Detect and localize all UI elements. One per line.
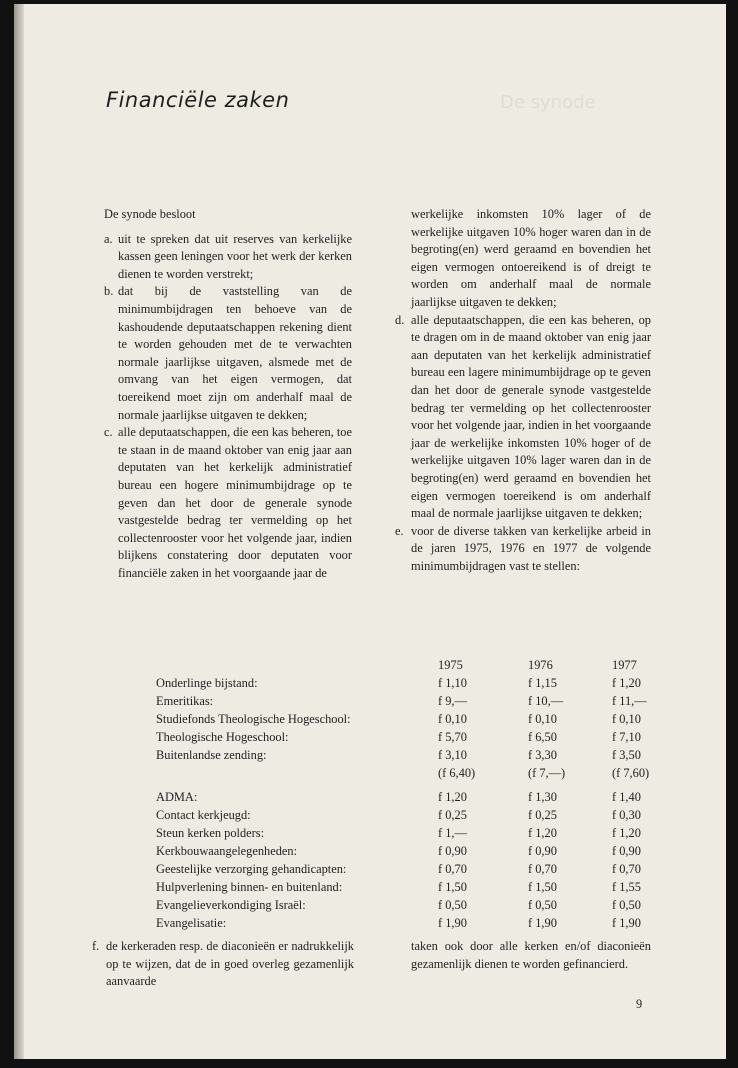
amount-cell: f 7,10 <box>612 730 641 744</box>
page-binding-edge <box>14 4 24 1059</box>
amount-cell: f 0,10 <box>438 712 467 726</box>
table-row <box>156 710 652 728</box>
right-column <box>395 206 651 575</box>
amount-cell: f 0,50 <box>438 898 467 912</box>
row-label: Buitenlandse zending: <box>156 748 267 762</box>
row-label: Evangelieverkondiging Israël: <box>156 898 306 912</box>
item-label: d. <box>395 312 405 327</box>
subtotal-cell: (f 7,—) <box>528 766 566 780</box>
table-row <box>156 806 652 824</box>
page-number: 9 <box>636 997 643 1011</box>
row-label: ADMA: <box>156 790 198 804</box>
amount-cell: f 0,25 <box>528 808 557 822</box>
amount-cell: f 1,10 <box>438 676 467 690</box>
row-label: Hulpverlening binnen- en buitenland: <box>156 880 343 894</box>
amount-cell: f 0,10 <box>612 712 641 726</box>
subtotal-row <box>156 764 652 782</box>
item-f-continuation: taken ook door alle kerken en/of diaconieën gezamenlijk dienen te worden gefinancierd. <box>411 939 651 971</box>
amount-cell: f 1,— <box>438 826 467 840</box>
table-row <box>156 878 652 896</box>
document-page <box>14 4 726 1059</box>
amount-cell: f 3,50 <box>612 748 641 762</box>
amount-cell: f 1,20 <box>612 676 641 690</box>
table-header-row <box>156 656 652 674</box>
row-label: Theologische Hogeschool: <box>156 730 289 744</box>
amount-cell: f 1,90 <box>438 916 467 930</box>
item-f-body <box>92 938 354 991</box>
item-text: de kerkeraden resp. de diaconieën er nadrukkelijk op te wijzen, dat de in goed overleg gezamenlijk aanvaarde <box>106 939 354 989</box>
table-row <box>156 728 652 746</box>
row-label: Contact kerkjeugd: <box>156 808 251 822</box>
amount-cell: f 0,90 <box>438 844 467 858</box>
list-item-d <box>395 312 651 523</box>
amount-cell: f 0,10 <box>528 712 557 726</box>
amount-cell: f 5,70 <box>438 730 467 744</box>
subtotal-cell: (f 6,40) <box>438 766 476 780</box>
amount-cell: f 1,30 <box>528 790 557 804</box>
amount-cell: f 0,25 <box>438 808 467 822</box>
table-row <box>156 746 652 764</box>
row-label: Emeritikas: <box>156 694 214 708</box>
table-row <box>156 914 652 932</box>
list-item-e <box>395 523 651 576</box>
amount-cell: f 1,20 <box>528 826 557 840</box>
row-label: Onderlinge bijstand: <box>156 676 258 690</box>
year-header: 1975 <box>438 658 463 672</box>
amount-cell: f 0,30 <box>612 808 641 822</box>
table-row <box>156 860 652 878</box>
amount-cell: f 1,90 <box>612 916 641 930</box>
year-header: 1976 <box>528 658 553 672</box>
amount-cell: f 6,50 <box>528 730 557 744</box>
amount-cell: f 1,15 <box>528 676 557 690</box>
amount-cell: f 1,20 <box>438 790 467 804</box>
subtotal-cell: (f 7,60) <box>612 766 650 780</box>
item-label: c. <box>104 425 113 440</box>
table-row <box>156 842 652 860</box>
page-title: Financiële zaken <box>106 88 290 112</box>
intro-text: De synode besloot <box>104 207 196 221</box>
year-header: 1977 <box>612 658 637 672</box>
left-column <box>104 206 352 582</box>
table-row <box>156 788 652 806</box>
item-text: uit te spreken dat uit reserves van kerkelijke kassen geen leningen voor het werk der kerken dienen te worden verstrekt; <box>118 231 352 281</box>
row-label: Kerkbouwaangelegenheden: <box>156 844 298 858</box>
amount-cell: f 0,90 <box>528 844 557 858</box>
bleed-through-heading: De synode <box>500 92 596 113</box>
amount-cell: f 1,90 <box>528 916 557 930</box>
amount-cell: f 0,70 <box>438 862 467 876</box>
amount-cell: f 0,90 <box>612 844 641 858</box>
minimum-contributions-table <box>156 656 652 932</box>
item-text: alle deputaatschappen, die een kas beheren, toe te staan in de maand oktober van enig jaar aan deputaten van het kerkelijk administratief bureau een hogere minimumbijdrage op te geven dan het door de generale synode vastgestelde bedrag ter vermelding op het collectenrooster voor het volgende jaar, indien blijkens constatering door deputaten voor financiële zaken in het voorgaande jaar de <box>118 425 352 580</box>
amount-cell: f 9,— <box>438 694 467 708</box>
amount-cell: f 11,— <box>612 694 647 708</box>
amount-cell: f 1,55 <box>612 880 641 894</box>
item-text: voor de diverse takken van kerkelijke arbeid in de jaren 1975, 1976 en 1977 de volgende minimumbijdragen vast te stellen: <box>411 523 651 573</box>
amount-cell: f 3,10 <box>438 748 467 762</box>
row-label: Steun kerken polders: <box>156 826 265 840</box>
amount-cell: f 1,50 <box>438 880 467 894</box>
row-label: Studiefonds Theologische Hogeschool: <box>156 712 351 726</box>
item-text: alle deputaatschappen, die een kas beheren, op te dragen om in de maand oktober van enig jaar aan deputaten van het kerkelijk administratief bureau een lagere minimumbijdrage op te geven dan het door de generale synode vastgestelde bedrag ter vermelding op het collectenrooster voor het volgende jaar, indien in het voorgaande jaar de werkelijke inkomsten 10% hoger of de werkelijke uitgaven 10% lager waren dan in de begroting(en) werd geraamd en bovendien het eigen vermogen toereikend is om anderhalf maal de normale jaarlijkse uitgaven te dekken; <box>411 312 651 521</box>
amount-cell: f 1,20 <box>612 826 641 840</box>
item-label: e. <box>395 523 404 538</box>
amount-cell: f 0,50 <box>612 898 641 912</box>
table-row <box>156 896 652 914</box>
list-item-b <box>104 283 352 424</box>
list-item-a <box>104 231 352 284</box>
table-row <box>156 674 652 692</box>
amount-cell: f 0,50 <box>528 898 557 912</box>
item-c-continuation: werkelijke inkomsten 10% lager of de werkelijke uitgaven 10% hoger waren dan in de begroting(en) werd geraamd en bovendien het eigen vermogen ontoereikend is of dreigt te worden om anderhalf maal de normale jaarlijkse uitgaven te dekken; <box>411 207 651 309</box>
item-label: b. <box>104 284 114 299</box>
item-label: a. <box>104 231 113 246</box>
amount-cell: f 3,30 <box>528 748 557 762</box>
row-label: Evangelisatie: <box>156 916 227 930</box>
amount-cell: f 1,40 <box>612 790 641 804</box>
amount-cell: f 0,70 <box>612 862 641 876</box>
list-item-f <box>92 938 354 991</box>
table-row <box>156 692 652 710</box>
item-label: f. <box>92 939 100 953</box>
table-row <box>156 824 652 842</box>
list-item-c <box>104 424 352 582</box>
row-label: Geestelijke verzorging gehandicapten: <box>156 862 347 876</box>
amount-cell: f 0,70 <box>528 862 557 876</box>
amount-cell: f 10,— <box>528 694 564 708</box>
amount-cell: f 1,50 <box>528 880 557 894</box>
item-text: dat bij de vaststelling van de minimumbijdragen ten behoeve van de kashoudende deputaatschappen rekening dient te worden gehouden met de te verwachten normale jaarlijkse uitgaven, alsmede met de omvang van het eigen vermogen, dat toereikend moet zijn om anderhalf maal de normale jaarlijkse uitgaven te dekken; <box>118 284 352 422</box>
